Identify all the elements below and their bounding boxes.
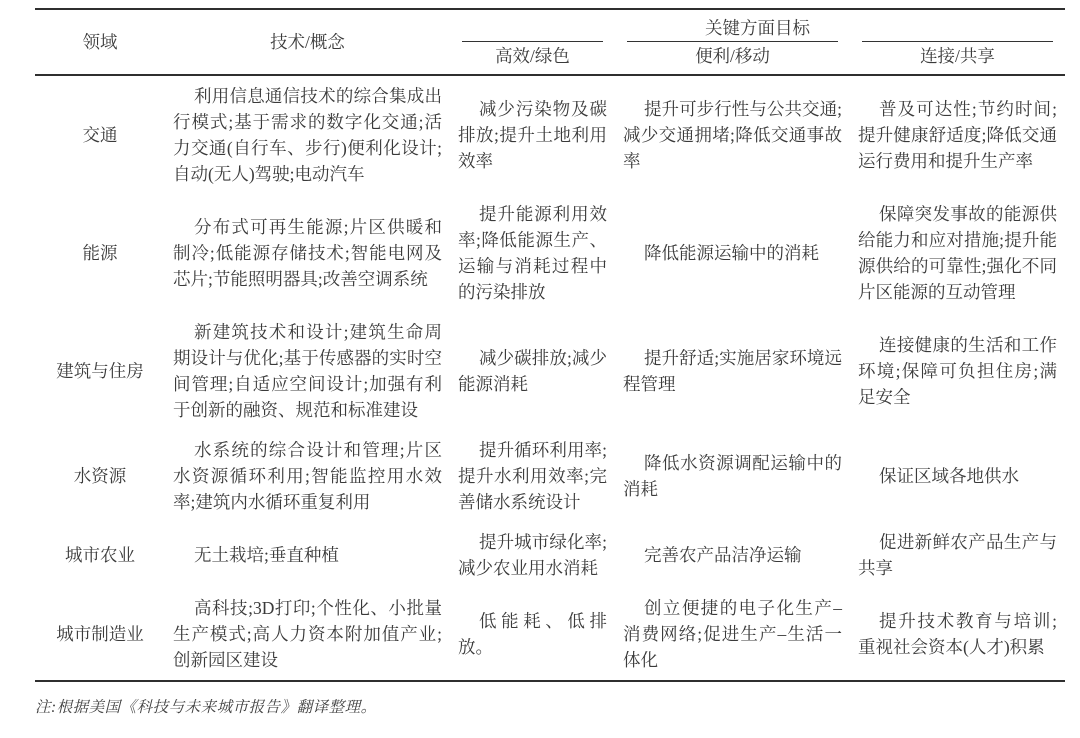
connected-shared-cell: 保障突发事故的能源供给能力和应对措施;提升能源供给的可靠性;强化不同片区能源的互动管理 xyxy=(858,204,1057,302)
table-header xyxy=(35,9,1065,75)
table-row xyxy=(35,75,1065,194)
convenient-mobile-cell: 提升可步行性与公共交通;减少交通拥堵;降低交通事故率 xyxy=(615,75,850,194)
table-row xyxy=(35,430,1065,522)
convenient-mobile-cell: 降低水资源调配运输中的消耗 xyxy=(623,453,842,499)
connected-shared-cell: 保证区域各地供水 xyxy=(879,466,1019,486)
convenient-mobile-cell: 创立便捷的电子化生产–消费网络;促进生产–生活一体化 xyxy=(623,598,842,670)
connected-shared-cell: 连接健康的生活和工作环境;保障可负担住房;满足安全 xyxy=(858,335,1057,407)
connected-shared-cell: 普及可达性;节约时间;提升健康舒适度;降低交通运行费用和提升生产率 xyxy=(850,75,1065,194)
convenient-mobile-cell: 提升舒适;实施居家环境远程管理 xyxy=(623,348,842,394)
efficient-green-cell: 提升能源利用效率;降低能源生产、运输与消耗过程中的污染排放 xyxy=(458,204,607,302)
convenient-mobile-cell: 降低能源运输中的消耗 xyxy=(644,243,819,263)
domain-cell: 城市农业 xyxy=(65,545,135,565)
tech-cell: 分布式可再生能源;片区供暖和制冷;低能源存储技术;智能电网及芯片;节能照明器具;改善空调系统 xyxy=(173,217,442,289)
convenient-mobile-cell: 完善农产品洁净运输 xyxy=(644,545,802,565)
col-header-tech-concept: 技术/概念 xyxy=(270,32,345,52)
col-header-key-goals-spanner: 关键方面目标 xyxy=(705,18,810,38)
domain-cell: 交通 xyxy=(35,75,165,194)
tech-cell: 新建筑技术和设计;建筑生命周期设计与优化;基于传感器的实时空间管理;自适应空间设计;加强有利于创新的融资、规范和标准建设 xyxy=(173,322,442,420)
efficient-green-cell: 提升城市绿化率;减少农业用水消耗 xyxy=(458,532,607,578)
tech-cell: 水系统的综合设计和管理;片区水资源循环利用;智能监控用水效率;建筑内水循环重复利用 xyxy=(173,440,442,512)
table-footnote: 注:根据美国《科技与未来城市报告》翻译整理。 xyxy=(35,699,377,716)
efficient-green-cell: 减少碳排放;减少能源消耗 xyxy=(458,348,607,394)
efficient-green-cell: 提升循环利用率;提升水利用效率;完善储水系统设计 xyxy=(458,440,607,512)
col-header-domain: 领域 xyxy=(82,32,118,52)
table-row xyxy=(35,588,1065,681)
domain-cell: 能源 xyxy=(82,243,118,263)
tech-cell: 利用信息通信技术的综合集成出行模式;基于需求的数字化交通;活力交通(自行车、步行)便利化设计;自动(无人)驾驶;电动汽车 xyxy=(165,75,450,194)
table-row xyxy=(35,312,1065,430)
tech-cell: 无土栽培;垂直种植 xyxy=(194,545,339,565)
smart-city-goals-table xyxy=(35,8,1065,682)
efficient-green-cell: 低能耗、低排放。 xyxy=(458,611,607,657)
domain-cell: 城市制造业 xyxy=(56,624,144,644)
tech-cell: 高科技;3D打印;个性化、小批量生产模式;高人力资本附加值产业;创新园区建设 xyxy=(173,598,442,670)
table-row xyxy=(35,194,1065,312)
col-header-connected-shared: 连接/共享 xyxy=(850,42,1065,75)
domain-cell: 建筑与住房 xyxy=(56,361,144,381)
efficient-green-cell: 减少污染物及碳排放;提升土地利用效率 xyxy=(450,75,615,194)
col-header-efficient-green: 高效/绿色 xyxy=(450,42,615,75)
connected-shared-cell: 提升技术教育与培训;重视社会资本(人才)积累 xyxy=(858,611,1057,657)
connected-shared-cell: 促进新鲜农产品生产与共享 xyxy=(858,532,1057,578)
table-body xyxy=(35,75,1065,681)
col-header-convenient-mobile: 便利/移动 xyxy=(615,42,850,75)
domain-cell: 水资源 xyxy=(73,466,127,486)
table-row xyxy=(35,522,1065,588)
